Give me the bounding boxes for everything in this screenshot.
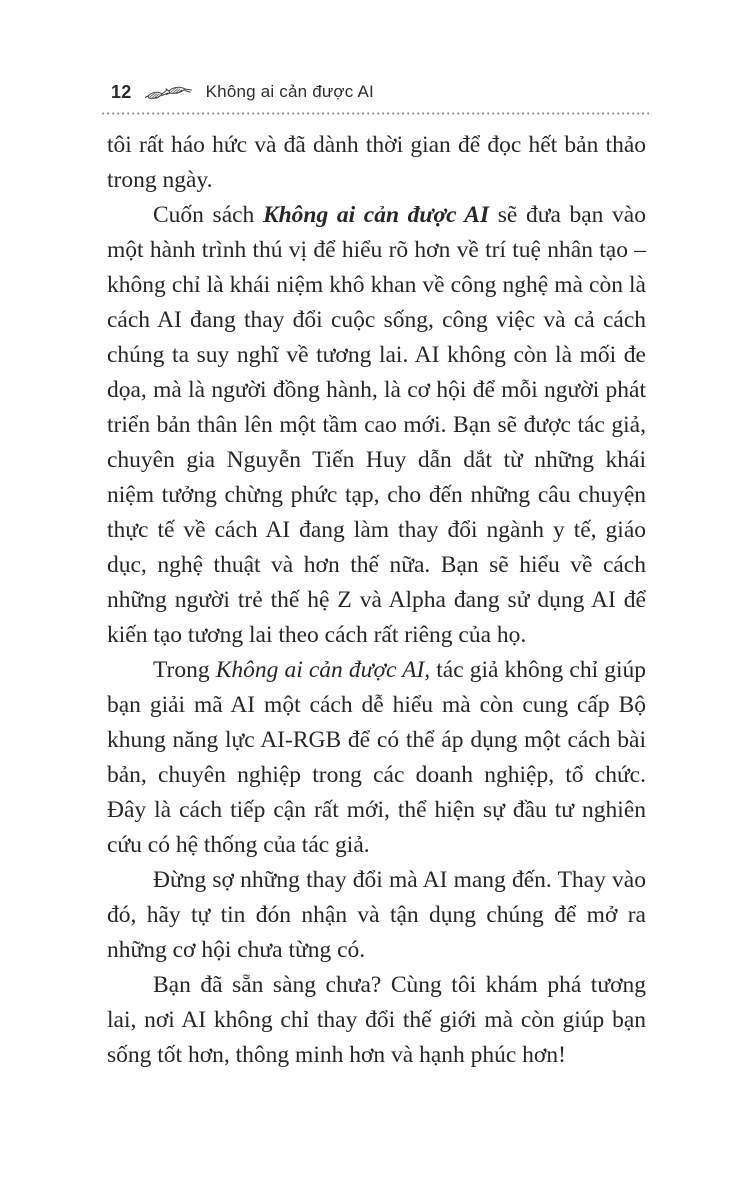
book-title-emphasis: Không ai cản được AI: [262, 202, 490, 228]
page-number: 12: [111, 81, 132, 102]
book-title-emphasis: Không ai cản được AI,: [215, 657, 431, 683]
running-title: Không ai cản được AI: [205, 82, 374, 101]
paragraph-text: Cuốn sách: [153, 202, 263, 228]
paragraph-text: Trong: [153, 657, 216, 683]
page-header: [111, 80, 646, 104]
paragraph-2: [107, 198, 646, 653]
paragraph-text: sẽ đưa bạn vào một hành trình thú vị để hiểu rõ hơn về trí tuệ nhân tạo – không chỉ là khái niệm khô khan về công nghệ mà còn là cách AI đang thay đổi cuộc sống, công việc và cả cách chúng ta suy nghĩ về tương lai. AI không còn là mối đe dọa, mà là người đồng hành, là cơ hội để mỗi người phát triển bản thân lên một tầm cao mới. Bạn sẽ được tác giả, chuyên gia Nguyễn Tiến Huy dẫn dắt từ những khái niệm tưởng chừng phức tạp, cho đến những câu chuyện thực tế về cách AI đang làm thay đổi ngành y tế, giáo dục, nghệ thuật và hơn thế nữa. Bạn sẽ hiểu về cách những người trẻ thế hệ Z và Alpha đang sử dụng AI để kiến tạo tương lai theo cách rất riêng của họ.: [107, 202, 646, 648]
paragraph-5: [107, 968, 646, 1073]
body-text: [107, 128, 646, 1073]
paragraph-text: Bạn đã sẵn sàng chưa? Cùng tôi khám phá tương lai, nơi AI không chỉ thay đổi thế giới mà còn giúp bạn sống tốt hơn, thông minh hơn và hạnh phúc hơn!: [107, 972, 646, 1068]
paragraph-text: Đừng sợ những thay đổi mà AI mang đến. Thay vào đó, hãy tự tin đón nhận và tận dụng chúng để mở ra những cơ hội chưa từng có.: [107, 867, 646, 963]
paragraph-1: [107, 128, 646, 198]
two-sketched-birds-icon: [145, 83, 193, 103]
paragraph-text: tác giả không chỉ giúp bạn giải mã AI một cách dễ hiểu mà còn cung cấp Bộ khung năng lực AI-RGB để có thể áp dụng một cách bài bản, chuyên nghiệp trong các doanh nghiệp, tổ chức. Đây là cách tiếp cận rất mới, thể hiện sự đầu tư nghiên cứu có hệ thống của tác giả.: [107, 657, 646, 858]
paragraph-4: [107, 863, 646, 968]
paragraph-3: [107, 653, 646, 863]
dotted-divider: [102, 112, 649, 115]
paragraph-text: tôi rất háo hức và đã dành thời gian để đọc hết bản thảo trong ngày.: [107, 132, 646, 193]
